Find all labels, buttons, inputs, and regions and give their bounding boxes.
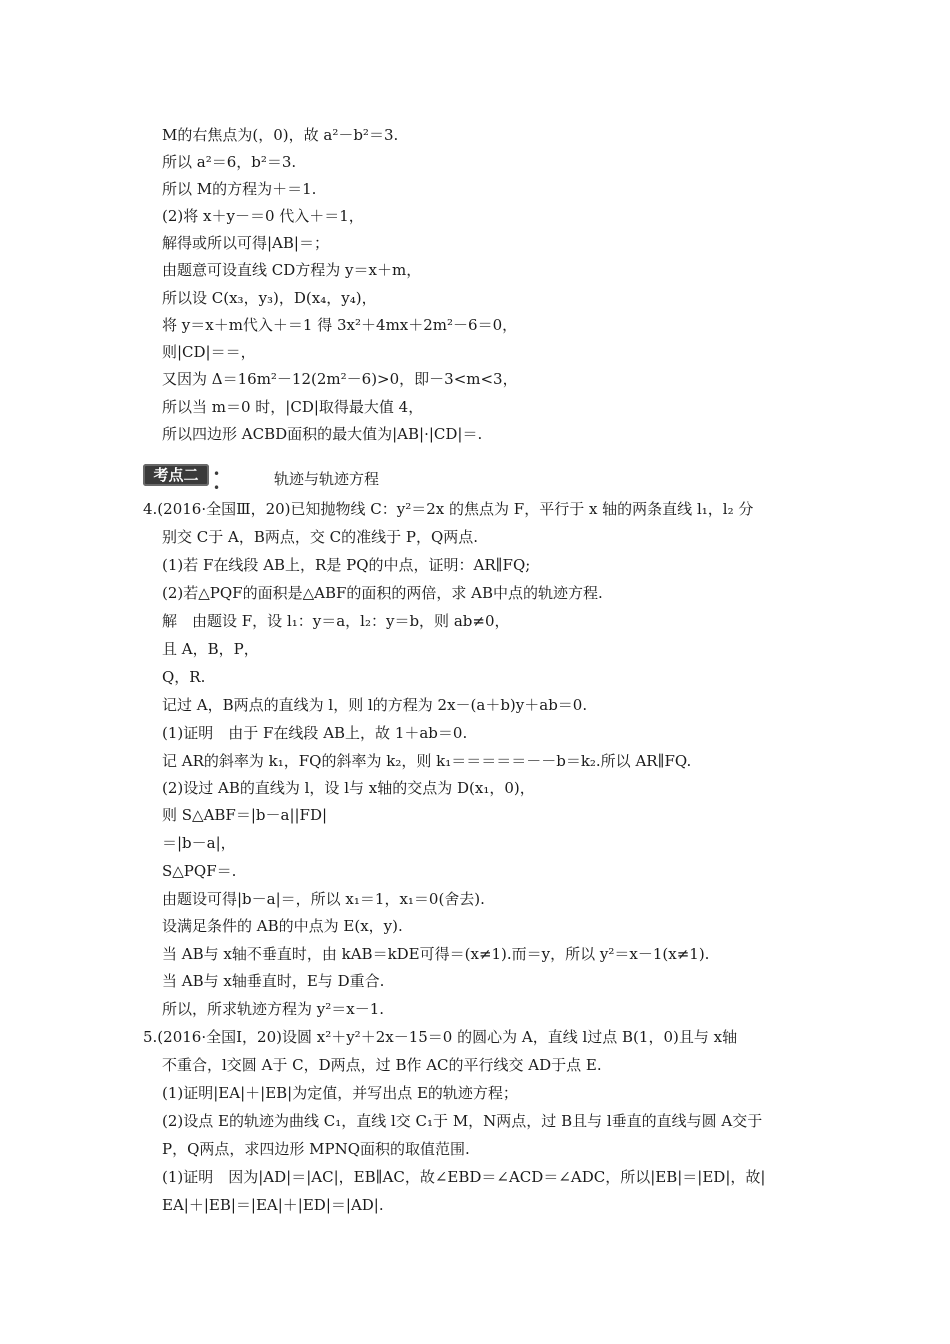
section-title: 轨迹与轨迹方程 (274, 470, 380, 488)
text-line: 解得或所以可得|AB|＝； (162, 234, 329, 252)
text-line: 则 S△ABF＝|b－a||FD| (162, 806, 328, 824)
text-line: (1)若 F在线段 AB上，R是 PQ的中点，证明：AR∥FQ; (162, 556, 531, 574)
text-line: (1)证明 因为|AD|＝|AC|，EB∥AC，故∠EBD＝∠ACD＝∠ADC，所以|EB|＝|ED|，故| (162, 1168, 766, 1186)
text-line: 记 AR的斜率为 k₁，FQ的斜率为 k₂，则 k₁＝＝＝＝＝－－b＝k₂.所以 AR∥FQ. (162, 752, 692, 770)
text-line: 4.(2016·全国Ⅲ，20)已知抛物线 C：y²＝2x 的焦点为 F，平行于 x 轴的两条直线 l₁，l₂ 分 (143, 500, 754, 518)
text-line: 所以设 C(x₃，y₃)，D(x₄，y₄)， (162, 289, 377, 307)
text-line: 由题设可得|b－a|＝，所以 x₁＝1，x₁＝0(舍去). (162, 890, 485, 908)
text-line: 所以当 m＝0 时，|CD|取得最大值 4， (162, 398, 424, 416)
text-line: (2)设过 AB的直线为 l，设 l与 x轴的交点为 D(x₁，0)， (162, 779, 535, 797)
text-line: 记过 A，B两点的直线为 l，则 l的方程为 2x－(a＋b)y＋ab＝0. (162, 696, 588, 714)
section-badge-label: 考点二 (153, 466, 199, 484)
text-line: 又因为 Δ＝16m²－12(2m²－6)>0，即－3<m<3， (162, 370, 518, 388)
text-line: 所以 M的方程为＋＝1. (162, 180, 317, 198)
text-line: (2)将 x＋y－＝0 代入＋＝1， (162, 207, 364, 225)
text-line: 别交 C于 A，B两点，交 C的准线于 P，Q两点. (162, 528, 479, 546)
text-line: 将 y＝x＋m代入＋＝1 得 3x²＋4mx＋2m²－6＝0， (162, 316, 518, 334)
section-badge (143, 464, 233, 495)
text-line: 由题意可设直线 CD方程为 y＝x＋m， (162, 261, 422, 279)
text-line: 当 AB与 x轴不垂直时，由 kAB＝kDE可得＝(x≠1).而＝y，所以 y²＝x－1(x≠1). (162, 945, 710, 963)
text-line: 所以四边形 ACBD面积的最大值为|AB|·|CD|＝. (162, 425, 483, 443)
text-line: 5.(2016·全国Ⅰ，20)设圆 x²＋y²＋2x－15＝0 的圆心为 A，直线 l过点 B(1，0)且与 x轴 (143, 1028, 738, 1046)
text-line: 设满足条件的 AB的中点为 E(x，y). (162, 917, 403, 935)
text-line: 所以 a²＝6，b²＝3. (162, 153, 297, 171)
text-line: 当 AB与 x轴垂直时，E与 D重合. (162, 972, 385, 990)
text-line: (1)证明|EA|＋|EB|为定值，并写出点 E的轨迹方程； (162, 1084, 518, 1102)
text-line: P，Q两点，求四边形 MPNQ面积的取值范围. (162, 1140, 470, 1158)
text-line: (2)若△PQF的面积是△ABF的面积的两倍，求 AB中点的轨迹方程. (162, 584, 603, 602)
text-line: 则|CD|＝＝， (162, 343, 256, 361)
text-line: Q，R. (162, 668, 206, 686)
text-line: EA|＋|EB|＝|EA|＋|ED|＝|AD|. (162, 1196, 384, 1214)
text-line: 不重合，l交圆 A于 C，D两点，过 B作 AC的平行线交 AD于点 E. (162, 1056, 602, 1074)
text-line: 所以，所求轨迹方程为 y²＝x－1. (162, 1000, 385, 1018)
text-line: ＝|b－a|， (162, 834, 236, 852)
text-line: S△PQF＝. (162, 862, 237, 880)
section-badge-dots: • • (213, 467, 222, 495)
text-line: 且 A，B，P， (162, 640, 259, 658)
text-line: (1)证明 由于 F在线段 AB上，故 1＋ab＝0. (162, 724, 468, 742)
text-line: (2)设点 E的轨迹为曲线 C₁，直线 l交 C₁于 M，N两点，过 B且与 l垂直的直线与圆 A交于 (162, 1112, 763, 1130)
text-line: M的右焦点为(，0)，故 a²－b²＝3. (162, 126, 399, 144)
text-line: 解 由题设 F，设 l₁：y＝a，l₂：y＝b，则 ab≠0， (162, 612, 510, 630)
